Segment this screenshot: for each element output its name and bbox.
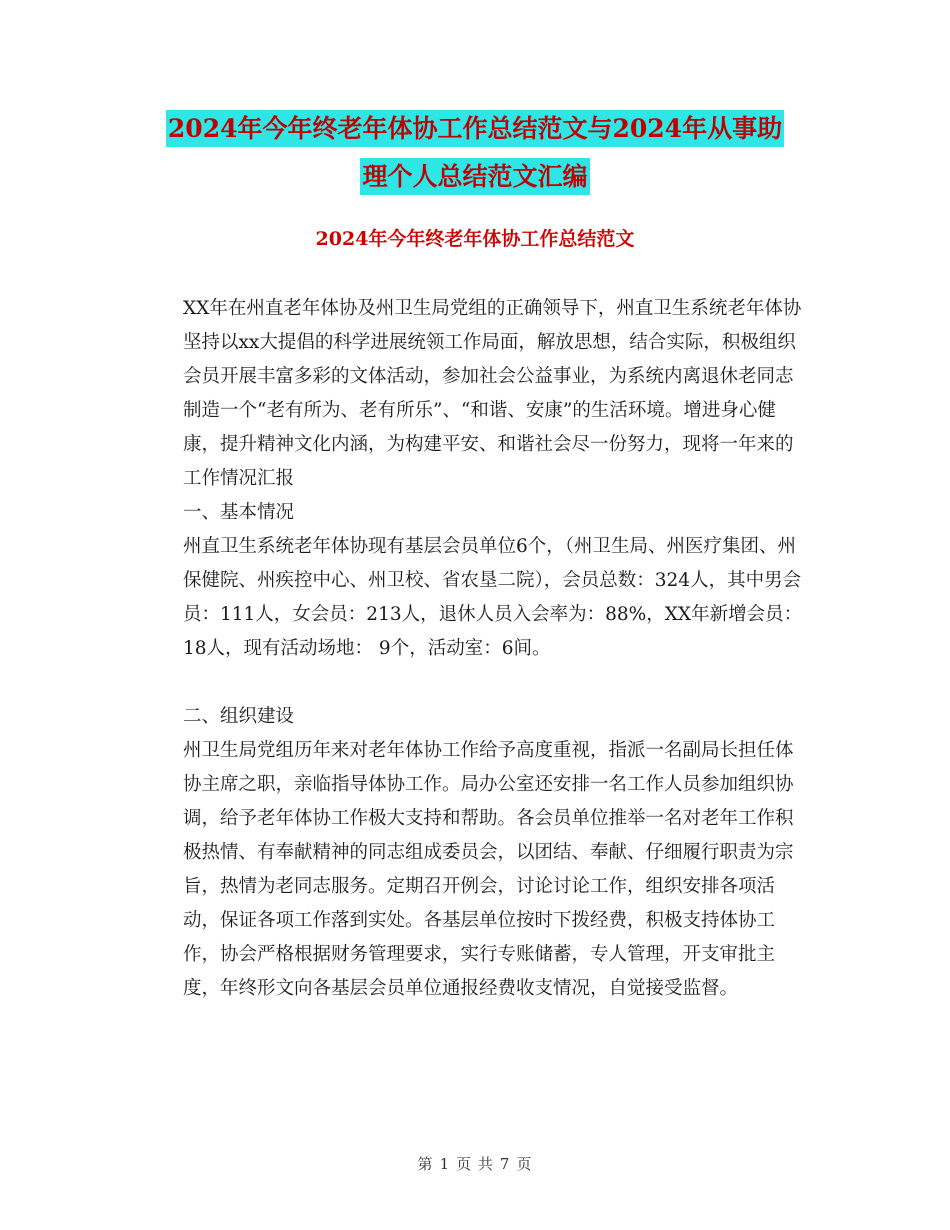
paragraph-gap [143,666,808,700]
document-title [0,105,950,201]
heading-organization: 二、组织建设 [183,706,295,727]
title-line-1: 2024年今年终老年体协工作总结范文与2024年从事助 [166,110,784,147]
heading-basic-situation: 一、基本情况 [183,502,295,523]
footer-suffix: 页 [516,1155,533,1173]
page-footer [0,1153,950,1174]
organization-paragraph: 州卫生局党组历年来对老年体协工作给予高度重视，指派一名副局长担任体协主席之职，亲临指导体协工作。局办公室还安排一名工作人员参加组织协调，给予老年体协工作极大支持和帮助。各会员单位推举一名对老年工作积极热情、有奉献精神的同志组成委员会，以团结、奉献、仔细履行职责为宗旨，热情为老同志服务。定期召开例会，讨论讨论工作，组织安排各项活动，保证各项工作落到实处。各基层单位按时下拨经费，积极支持体协工作，协会严格根据财务管理要求，实行专账储蓄，专人管理，开支审批主度，年终形文向各基层会员单位通报经费收支情况，自觉接受监督。 [183,740,794,999]
page-number: 1 [439,1155,451,1173]
basic-situation-paragraph: 州直卫生系统老年体协现有基层会员单位6个，（州卫生局、州医疗集团、州保健院、州疾控中心、州卫校、省农垦二院），会员总数：324人，其中男会员：111人，女会员：213人，退休人员入会率为：88%，XX年新增会员：18人，现有活动场地： 9个，活动室：6间。 [183,536,803,659]
footer-middle: 页 共 [456,1155,494,1173]
total-pages: 7 [499,1155,511,1173]
title-line-2: 理个人总结范文汇编 [360,158,589,195]
section-title: 2024年今年终老年体协工作总结范文 [315,228,635,250]
document-body [143,292,808,1006]
intro-paragraph: XX年在州直老年体协及州卫生局党组的正确领导下，州直卫生系统老年体协坚持以xx大提倡的科学进展统领工作局面，解放思想，结合实际，积极组织会员开展丰富多彩的文体活动，参加社会公益事业，为系统内离退休老同志制造一个“老有所为、老有所乐”、“和谐、安康”的生活环境。增进身心健康，提升精神文化内涵，为构建平安、和谐社会尽一份努力，现将一年来的工作情况汇报 [183,298,802,489]
footer-prefix: 第 [417,1155,434,1173]
